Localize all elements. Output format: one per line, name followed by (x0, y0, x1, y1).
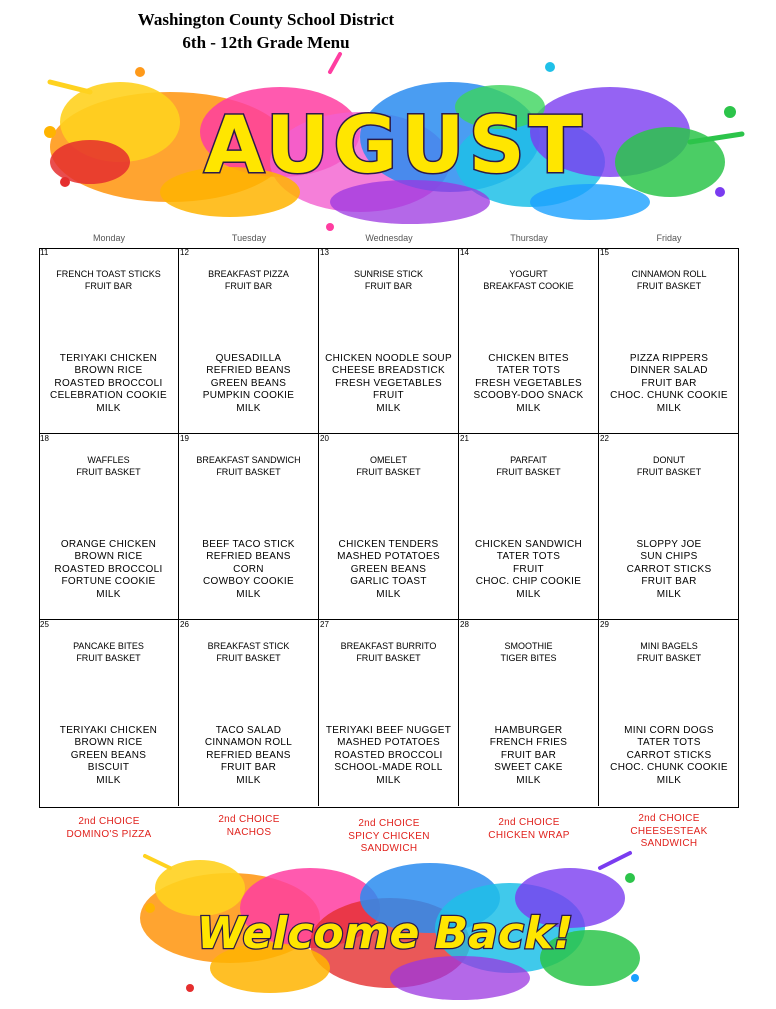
day-cell (179, 248, 319, 434)
day-cell (319, 620, 459, 806)
day-header-monday: Monday (92, 233, 126, 243)
lunch-item: FRENCH FRIES (489, 737, 568, 749)
date-number: 25 (40, 620, 49, 629)
month-title: AUGUST (203, 101, 587, 191)
day-cell (39, 434, 179, 620)
august-banner (30, 52, 750, 237)
lunch-item: CINNAMON ROLL (204, 737, 293, 749)
lunch-item: SCOOBY-DOO SNACK (473, 390, 584, 402)
lunch-item: TERIYAKI CHICKEN (59, 353, 158, 364)
breakfast-item: FRUIT BASKET (636, 653, 702, 663)
day-cell (179, 620, 319, 806)
lunch-item: TATER TOTS (496, 551, 561, 563)
lunch-item: MILK (376, 402, 401, 414)
lunch-menu (459, 725, 598, 787)
lunch-menu (319, 725, 458, 787)
breakfast-item: FRUIT BASKET (76, 653, 141, 663)
lunch-item: SUN CHIPS (640, 551, 698, 563)
lunch-item: BEEF TACO STICK (202, 539, 295, 550)
date-number: 21 (460, 434, 469, 443)
breakfast-menu (179, 454, 318, 478)
lunch-item: TERIYAKI CHICKEN (59, 725, 158, 736)
lunch-item: CHICKEN BITES (488, 353, 569, 364)
lunch-item: MILK (656, 774, 682, 786)
lunch-item: FRUIT BAR (500, 749, 557, 761)
lunch-item: TATER TOTS (637, 737, 701, 749)
lunch-item: BROWN RICE (74, 365, 143, 377)
lunch-menu (179, 725, 318, 787)
lunch-item: FRESH VEGETABLES (475, 377, 582, 389)
lunch-item: MILK (236, 774, 261, 786)
breakfast-menu (319, 268, 458, 292)
breakfast-item: FRENCH TOAST STICKS (56, 269, 161, 279)
lunch-item: HAMBURGER (494, 725, 563, 736)
lunch-item: GREEN BEANS (350, 563, 427, 575)
breakfast-menu (39, 640, 178, 664)
lunch-item: MILK (236, 588, 261, 600)
breakfast-item: MINI BAGELS (640, 641, 698, 651)
breakfast-menu (599, 454, 739, 478)
breakfast-item: FRUIT BASKET (636, 281, 702, 291)
welcome-back-text: Welcome Back! (196, 908, 574, 959)
lunch-item: FRUIT (513, 563, 544, 575)
lunch-item: TERIYAKI BEEF NUGGET (325, 725, 452, 736)
lunch-item: GARLIC TOAST (350, 576, 427, 588)
lunch-item: FRESH VEGETABLES (335, 377, 442, 389)
lunch-item: CHOC. CHIP COOKIE (475, 576, 582, 588)
lunch-item: BISCUIT (87, 762, 130, 774)
breakfast-item: PARFAIT (510, 455, 547, 465)
lunch-menu (599, 353, 739, 415)
lunch-item: CHICKEN SANDWICH (474, 539, 583, 550)
day-header-thursday: Thursday (510, 233, 548, 243)
lunch-item: QUESADILLA (215, 353, 282, 364)
breakfast-item: FRUIT BASKET (636, 467, 702, 477)
date-number: 22 (600, 434, 609, 443)
breakfast-item: FRUIT BAR (224, 281, 273, 291)
date-number: 29 (600, 620, 609, 629)
breakfast-item: BREAKFAST SANDWICH (196, 455, 301, 465)
breakfast-item: SMOOTHIE (504, 641, 553, 651)
breakfast-menu (599, 268, 739, 292)
date-number: 19 (180, 434, 189, 443)
lunch-item: SCHOOL-MADE ROLL (334, 762, 443, 774)
lunch-item: ROASTED BROCCOLI (54, 377, 163, 389)
lunch-item: ORANGE CHICKEN (60, 539, 157, 550)
day-header-wednesday: Wednesday (365, 233, 413, 243)
lunch-menu (39, 353, 178, 415)
breakfast-item: DONUT (653, 455, 685, 465)
breakfast-item: FRUIT BASKET (216, 467, 281, 477)
lunch-item: CHICKEN TENDERS (338, 539, 439, 550)
breakfast-item: BREAKFAST BURRITO (340, 641, 437, 651)
lunch-item: MILK (236, 402, 261, 414)
lunch-item: GREEN BEANS (70, 749, 147, 761)
breakfast-item: FRUIT BASKET (356, 467, 421, 477)
lunch-item: SWEET CAKE (494, 762, 563, 774)
lunch-item: FRUIT BAR (641, 377, 697, 389)
lunch-item: CHICKEN NOODLE SOUP (325, 353, 452, 364)
lunch-menu (39, 725, 178, 787)
lunch-item: MILK (516, 774, 541, 786)
breakfast-item: SUNRISE STICK (353, 269, 423, 279)
lunch-menu (599, 725, 739, 787)
lunch-menu (179, 353, 318, 415)
lunch-item: CORN (233, 563, 264, 575)
lunch-item: COWBOY COOKIE (203, 576, 294, 588)
second-choice-tuesday: 2nd CHOICE NACHOS (218, 814, 280, 838)
date-number: 11 (40, 248, 49, 257)
date-number: 15 (600, 248, 609, 257)
date-number: 28 (460, 620, 469, 629)
breakfast-menu (319, 454, 458, 478)
lunch-item: TACO SALAD (215, 725, 282, 736)
breakfast-menu (39, 268, 178, 292)
lunch-item: ROASTED BROCCOLI (334, 749, 443, 761)
lunch-menu (459, 539, 598, 601)
lunch-item: PIZZA RIPPERS (629, 353, 709, 364)
day-cell (599, 248, 739, 434)
lunch-item: CHOC. CHUNK COOKIE (610, 762, 728, 774)
breakfast-menu (459, 268, 598, 292)
breakfast-item: PANCAKE BITES (73, 641, 144, 651)
breakfast-menu (179, 268, 318, 292)
date-number: 18 (40, 434, 49, 443)
day-cell (599, 620, 739, 806)
lunch-item: CARROT STICKS (626, 749, 712, 761)
day-header-friday: Friday (656, 233, 682, 243)
lunch-item: FRUIT BAR (641, 576, 697, 588)
breakfast-item: FRUIT BAR (364, 281, 413, 291)
day-cell (319, 434, 459, 620)
breakfast-item: FRUIT BASKET (76, 467, 141, 477)
lunch-item: ROASTED BROCCOLI (54, 563, 163, 575)
date-number: 12 (180, 248, 189, 257)
breakfast-item: FRUIT BASKET (356, 653, 421, 663)
grade-menu-title: 6th - 12th Grade Menu (182, 33, 350, 52)
lunch-item: BROWN RICE (74, 737, 143, 749)
welcome-back-banner (130, 848, 650, 1008)
lunch-menu (459, 353, 598, 415)
lunch-item: FRUIT (373, 390, 404, 402)
date-number: 26 (180, 620, 189, 629)
breakfast-item: BREAKFAST PIZZA (208, 269, 289, 279)
breakfast-item: FRUIT BASKET (216, 653, 281, 663)
date-number: 27 (320, 620, 329, 629)
lunch-item: CARROT STICKS (626, 563, 712, 575)
breakfast-menu (459, 640, 598, 664)
district-title: Washington County School District (137, 10, 395, 29)
lunch-item: SLOPPY JOE (636, 539, 702, 550)
lunch-item: MILK (376, 774, 401, 786)
lunch-item: MILK (516, 588, 541, 600)
lunch-item: MILK (96, 774, 121, 786)
day-cell (459, 620, 599, 806)
lunch-item: FRUIT BAR (220, 762, 277, 774)
breakfast-item: OMELET (369, 455, 407, 465)
lunch-item: PUMPKIN COOKIE (202, 390, 295, 402)
breakfast-item: WAFFLES (87, 455, 130, 465)
lunch-item: MILK (656, 588, 682, 600)
lunch-item: REFRIED BEANS (206, 551, 291, 563)
breakfast-item: CINNAMON ROLL (631, 269, 707, 279)
day-header-tuesday: Tuesday (231, 233, 267, 243)
lunch-item: MILK (376, 588, 401, 600)
second-choice-wednesday: 2nd CHOICE SPICY CHICKEN SANDWICH (348, 818, 430, 854)
lunch-item: MILK (96, 588, 121, 600)
lunch-item: DINNER SALAD (630, 365, 708, 377)
date-number: 13 (320, 248, 329, 257)
lunch-item: MILK (96, 402, 121, 414)
lunch-item: MILK (516, 402, 541, 414)
day-cell (599, 434, 739, 620)
lunch-item: MASHED POTATOES (337, 551, 440, 563)
lunch-item: TATER TOTS (496, 365, 561, 377)
day-cell (39, 620, 179, 806)
lunch-menu (179, 539, 318, 601)
date-number: 14 (460, 248, 469, 257)
lunch-item: MASHED POTATOES (337, 737, 440, 749)
second-choice-thursday: 2nd CHOICE CHICKEN WRAP (488, 817, 570, 841)
lunch-menu (319, 539, 458, 601)
day-cell (179, 434, 319, 620)
breakfast-menu (39, 454, 178, 478)
breakfast-menu (179, 640, 318, 664)
lunch-item: FORTUNE COOKIE (61, 576, 156, 588)
breakfast-item: FRUIT BASKET (496, 467, 561, 477)
day-cell (319, 248, 459, 434)
lunch-item: CHOC. CHUNK COOKIE (610, 390, 728, 402)
lunch-item: BROWN RICE (74, 551, 143, 563)
day-cell (39, 248, 179, 434)
breakfast-item: BREAKFAST COOKIE (483, 281, 574, 291)
lunch-menu (599, 539, 739, 601)
second-choice-monday: 2nd CHOICE DOMINO'S PIZZA (66, 816, 152, 840)
menu-calendar-grid (39, 248, 739, 808)
breakfast-item: TIGER BITES (500, 653, 557, 663)
lunch-item: REFRIED BEANS (206, 365, 291, 377)
day-cell (459, 434, 599, 620)
lunch-menu (319, 353, 458, 415)
lunch-item: GREEN BEANS (210, 377, 287, 389)
day-cell (459, 248, 599, 434)
breakfast-menu (319, 640, 458, 664)
breakfast-menu (599, 640, 739, 664)
breakfast-item: YOGURT (509, 269, 548, 279)
date-number: 20 (320, 434, 329, 443)
lunch-menu (39, 539, 178, 601)
breakfast-menu (459, 454, 598, 478)
lunch-item: CHEESE BREADSTICK (332, 365, 445, 377)
lunch-item: MINI CORN DOGS (624, 725, 714, 736)
lunch-item: MILK (656, 402, 682, 414)
breakfast-item: BREAKFAST STICK (207, 641, 290, 651)
second-choice-friday: 2nd CHOICE CHEESESTEAK SANDWICH (630, 813, 708, 849)
breakfast-item: FRUIT BAR (84, 281, 133, 291)
lunch-item: REFRIED BEANS (206, 749, 291, 761)
lunch-item: CELEBRATION COOKIE (50, 390, 167, 402)
